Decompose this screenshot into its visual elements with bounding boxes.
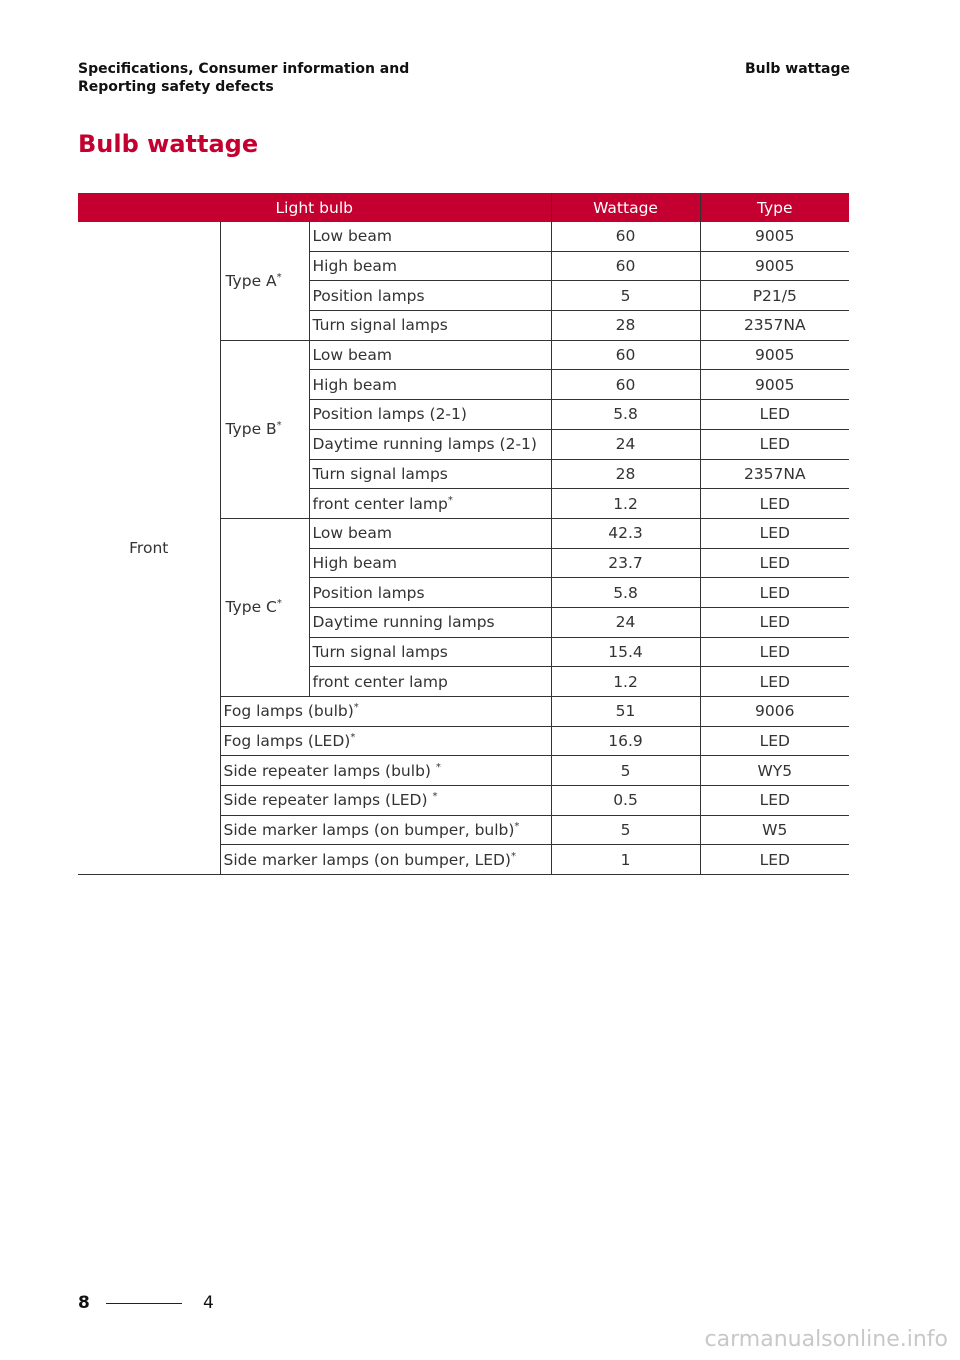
optional-equipment-mark: * [447,494,453,506]
wattage-cell: 60 [551,370,700,400]
optional-equipment-mark: * [353,702,359,714]
light-bulb-name-cell [309,400,551,430]
light-bulb-name-cell-text: Position lamps (2-1) [312,405,467,424]
light-bulb-name-cell [309,489,551,519]
light-bulb-name-cell [309,370,551,400]
bulb-type-cell: LED [700,400,849,430]
light-bulb-name-cell-text: Position lamps [312,583,425,602]
running-header-section: Bulb wattage [744,61,850,77]
wattage-cell: 42.3 [551,518,700,548]
light-bulb-name-cell-text: Low beam [312,346,392,365]
wattage-cell: 5.8 [551,578,700,608]
light-bulb-name-cell [309,548,551,578]
wattage-cell: 24 [551,429,700,459]
bulb-type-cell: LED [700,548,849,578]
light-bulb-name-cell [309,607,551,637]
bulb-type-cell: LED [700,429,849,459]
light-bulb-name-cell [309,281,551,311]
bulb-type-cell: 2357NA [700,311,849,341]
footer-chapter-number: 8 [78,1293,90,1313]
table-row [78,222,849,251]
zone-cell: Front [78,222,220,875]
wattage-cell: 51 [551,697,700,727]
bulb-type-cell: 2357NA [700,459,849,489]
wattage-cell: 1.2 [551,667,700,697]
chapter-title-line-2: Reporting safety defects [78,79,274,95]
light-bulb-name-cell-text: High beam [312,375,398,394]
bulb-type-cell: 9005 [700,251,849,281]
page-title: Bulb wattage [78,130,259,158]
wattage-cell: 24 [551,607,700,637]
wattage-cell: 16.9 [551,726,700,756]
bulb-type-cell: W5 [700,815,849,845]
light-bulb-name-cell-text: Low beam [312,524,392,543]
bulb-type-cell: LED [700,845,849,875]
light-bulb-name-cell-text: Side repeater lamps (LED) [223,791,433,810]
optional-equipment-mark: * [514,820,520,832]
bulb-type-cell: LED [700,518,849,548]
wattage-cell: 60 [551,251,700,281]
wattage-cell: 28 [551,311,700,341]
light-bulb-name-cell [220,697,551,727]
light-bulb-name-cell-text: Side marker lamps (on bumper, LED) [223,850,511,869]
table-body [78,222,849,875]
light-bulb-name-cell [309,637,551,667]
lamp-type-label: Type C [225,598,277,617]
wattage-cell: 1.2 [551,489,700,519]
wattage-cell: 0.5 [551,786,700,816]
light-bulb-name-cell [220,756,551,786]
bulb-type-cell: LED [700,786,849,816]
light-bulb-name-cell [309,311,551,341]
wattage-cell: 1 [551,845,700,875]
light-bulb-name-cell-text: Turn signal lamps [312,316,448,335]
optional-equipment-mark: * [432,791,438,803]
bulb-type-cell: 9006 [700,697,849,727]
running-header-chapter [78,60,409,96]
optional-equipment-mark: * [276,420,282,432]
light-bulb-name-cell-text: Side repeater lamps (bulb) [223,761,436,780]
light-bulb-name-cell [309,429,551,459]
light-bulb-name-cell-text: Fog lamps (LED) [223,732,351,751]
light-bulb-name-cell-text: Fog lamps (bulb) [223,702,354,721]
optional-equipment-mark: * [276,271,282,283]
wattage-cell: 5 [551,815,700,845]
light-bulb-name-cell [220,786,551,816]
light-bulb-name-cell [309,578,551,608]
bulb-type-cell: LED [700,489,849,519]
chapter-title-line-1: Specifications, Consumer information and [78,61,410,77]
wattage-cell: 5.8 [551,400,700,430]
light-bulb-name-cell-text: Turn signal lamps [312,642,448,661]
light-bulb-name-cell-text: Position lamps [312,286,425,305]
table-header-row [78,193,849,222]
bulb-type-cell: 9005 [700,340,849,370]
column-header-wattage: Wattage [551,193,700,222]
lamp-type-group-cell [220,222,309,340]
light-bulb-name-cell-text: Low beam [312,227,392,246]
wattage-cell: 60 [551,222,700,251]
wattage-cell: 5 [551,281,700,311]
bulb-type-cell: 9005 [700,222,849,251]
light-bulb-name-cell-text: High beam [312,553,398,572]
optional-equipment-mark: * [350,731,356,743]
optional-equipment-mark: * [510,850,516,862]
wattage-cell: 15.4 [551,637,700,667]
bulb-type-cell: 9005 [700,370,849,400]
bulb-type-cell: WY5 [700,756,849,786]
light-bulb-name-cell [220,726,551,756]
light-bulb-name-cell-text: Turn signal lamps [312,464,448,483]
light-bulb-name-cell [309,251,551,281]
light-bulb-name-cell-text: Daytime running lamps [312,613,495,632]
light-bulb-name-cell [309,459,551,489]
footer-page-number: 4 [203,1293,214,1313]
column-header-light-bulb: Light bulb [78,193,551,222]
light-bulb-name-cell [309,667,551,697]
light-bulb-name-cell [309,222,551,251]
light-bulb-name-cell-text: front center lamp [312,494,448,513]
wattage-cell: 5 [551,756,700,786]
light-bulb-name-cell-text: front center lamp [312,672,448,691]
light-bulb-name-cell [309,340,551,370]
light-bulb-name-cell-text: High beam [312,257,398,276]
wattage-cell: 60 [551,340,700,370]
bulb-type-cell: P21/5 [700,281,849,311]
watermark: carmanualsonline.info [704,1327,948,1352]
lamp-type-group-cell [220,518,309,696]
light-bulb-name-cell [309,518,551,548]
lamp-type-group-cell [220,340,309,518]
column-header-type: Type [700,193,849,222]
wattage-cell: 23.7 [551,548,700,578]
lamp-type-label: Type A [225,271,277,290]
light-bulb-name-cell-text: Daytime running lamps (2-1) [312,435,537,454]
light-bulb-name-cell [220,815,551,845]
light-bulb-name-cell [220,845,551,875]
bulb-type-cell: LED [700,578,849,608]
bulb-type-cell: LED [700,667,849,697]
bulb-type-cell: LED [700,637,849,667]
lamp-type-label: Type B [225,420,277,439]
optional-equipment-mark: * [435,761,441,773]
bulb-wattage-table [78,193,849,875]
optional-equipment-mark: * [276,598,282,610]
bulb-type-cell: LED [700,607,849,637]
footer-divider [106,1303,182,1304]
wattage-cell: 28 [551,459,700,489]
bulb-type-cell: LED [700,726,849,756]
light-bulb-name-cell-text: Side marker lamps (on bumper, bulb) [223,821,515,840]
